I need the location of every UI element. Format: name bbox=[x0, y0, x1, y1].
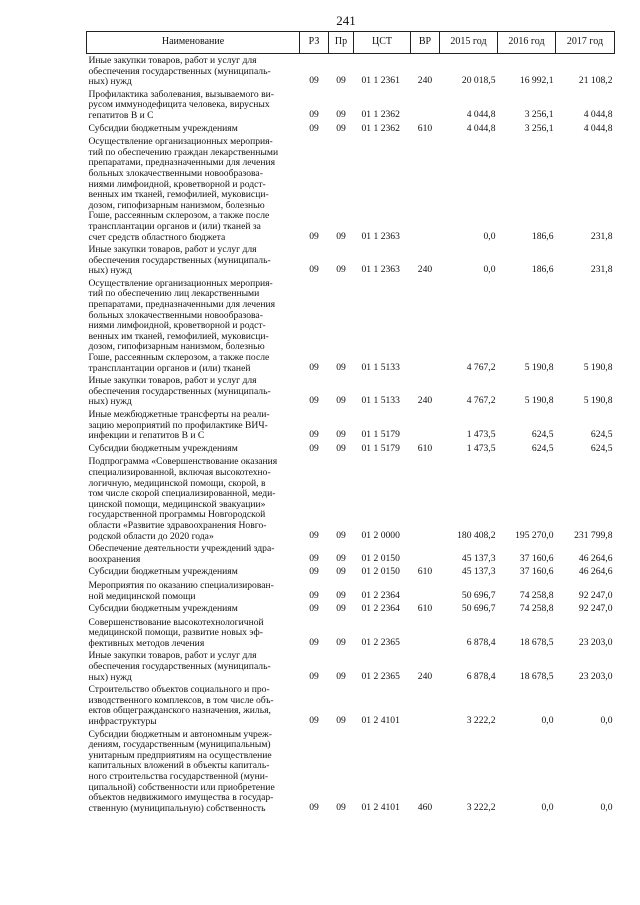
row-cst: 01 1 2363 bbox=[361, 264, 400, 276]
row-cst: 01 1 5179 bbox=[361, 429, 400, 441]
row-name: Субсидии бюджетным учреждениям bbox=[88, 566, 238, 578]
row-2015: 1 473,5 bbox=[466, 429, 496, 441]
row-vr bbox=[411, 455, 440, 542]
row-2017: 231,8 bbox=[590, 264, 613, 276]
row-rz: 09 bbox=[309, 108, 319, 120]
row-2015: 4 767,2 bbox=[466, 361, 496, 373]
row-2016: 624,5 bbox=[531, 442, 554, 454]
row-rz: 09 bbox=[309, 589, 319, 601]
row-rz: 09 bbox=[309, 395, 319, 407]
row-2016: 3 256,1 bbox=[524, 108, 554, 120]
row-name: Иные закупки товаров, работ и услуг для обеспечения государственных (муниципаль- ных) нужд bbox=[88, 244, 271, 277]
table-row bbox=[87, 442, 615, 456]
row-2017: 0,0 bbox=[600, 801, 613, 813]
row-name: Мероприятия по оказанию специализирован- ной медицинской помощи bbox=[88, 579, 274, 602]
row-pr: 09 bbox=[336, 264, 346, 276]
table-row bbox=[87, 135, 615, 243]
row-vr bbox=[411, 135, 440, 243]
row-2015: 1 473,5 bbox=[466, 442, 496, 454]
header-2017: 2017 год bbox=[556, 32, 615, 54]
table-row bbox=[87, 122, 615, 136]
row-vr: 240 bbox=[417, 75, 433, 87]
row-name: Подпрограмма «Совершенствование оказания специализированной, включая высокотехно- логичную, медицинской помощи, скорой, в том числе скорой специализированной, меди- цинской помощи, медицинской эвакуации» государственной программы Новгородской области «Развитие здравоохранения Новго- родской области до 2020 года» bbox=[88, 456, 278, 542]
header-2016: 2016 год bbox=[498, 32, 556, 54]
row-name: Иные закупки товаров, работ и услуг для обеспечения государственных (муниципаль- ных) нужд bbox=[88, 55, 271, 88]
row-2017: 624,5 bbox=[590, 429, 613, 441]
row-2017: 231,8 bbox=[590, 230, 613, 242]
row-2017: 21 108,2 bbox=[578, 75, 613, 87]
row-2015: 50 696,7 bbox=[461, 589, 496, 601]
row-cst: 01 2 4101 bbox=[361, 801, 400, 813]
row-rz: 09 bbox=[309, 552, 319, 564]
table-row bbox=[87, 602, 615, 616]
row-name: Субсидии бюджетным учреждениям bbox=[88, 603, 238, 615]
row-2016: 5 190,8 bbox=[524, 395, 554, 407]
row-2017: 23 203,0 bbox=[578, 670, 613, 682]
page-number: 241 bbox=[336, 13, 356, 28]
table-row bbox=[87, 277, 615, 374]
row-vr: 460 bbox=[417, 801, 433, 813]
row-2015: 4 767,2 bbox=[466, 395, 496, 407]
row-vr: 610 bbox=[417, 122, 433, 134]
row-2016: 624,5 bbox=[531, 429, 554, 441]
row-name: Иные закупки товаров, работ и услуг для обеспечения государственных (муниципаль- ных) нужд bbox=[88, 650, 271, 683]
row-cst: 01 2 4101 bbox=[361, 715, 400, 727]
budget-table bbox=[86, 31, 615, 814]
row-2016: 5 190,8 bbox=[524, 361, 554, 373]
table-row bbox=[87, 243, 615, 277]
row-cst: 01 2 0150 bbox=[361, 566, 400, 578]
row-2016: 18 678,5 bbox=[519, 636, 554, 648]
row-pr: 09 bbox=[336, 122, 346, 134]
row-name: Осуществление организационных мероприя- тий по обеспечению граждан лекарственными препаратами, предназначенными для лечения больных злокачественными новообразова- ниями лимфоидной, кроветворной и родст- венных им тканей, гемофилией, муковисци- дозом, гипофизарным нанизмом, болезнью Гоше, рассеянным склерозом, а также после трансплантации органов и (или) тканей за счет средств областного бюджета bbox=[88, 136, 279, 243]
row-2017: 4 044,8 bbox=[583, 108, 613, 120]
row-2016: 0,0 bbox=[541, 715, 554, 727]
row-rz: 09 bbox=[309, 636, 319, 648]
row-pr: 09 bbox=[336, 566, 346, 578]
row-rz: 09 bbox=[309, 230, 319, 242]
row-rz: 09 bbox=[309, 442, 319, 454]
row-pr: 09 bbox=[336, 361, 346, 373]
row-2017: 4 044,8 bbox=[583, 122, 613, 134]
row-name: Иные закупки товаров, работ и услуг для обеспечения государственных (муниципаль- ных) нужд bbox=[88, 375, 271, 408]
table-row bbox=[87, 88, 615, 122]
table-row bbox=[87, 683, 615, 727]
row-2017: 5 190,8 bbox=[583, 361, 613, 373]
row-name: Обеспечение деятельности учреждений здра- воохранения bbox=[88, 543, 275, 565]
row-2016: 0,0 bbox=[541, 801, 554, 813]
row-name: Строительство объектов социального и про- изводственного комплексов, в том числе объ- ектов общегражданского назначения, жилья, инфраструктуры bbox=[88, 684, 274, 728]
row-cst: 01 2 2365 bbox=[361, 636, 400, 648]
row-vr bbox=[411, 542, 440, 565]
row-rz: 09 bbox=[309, 603, 319, 615]
row-2017: 231 799,8 bbox=[574, 529, 613, 541]
row-name: Иные межбюджетные трансферты на реали- зацию мероприятий по профилактике ВИЧ- инфекции и гепатитов В и С bbox=[88, 409, 270, 442]
row-2015: 45 137,3 bbox=[461, 566, 496, 578]
row-rz: 09 bbox=[309, 529, 319, 541]
row-vr: 610 bbox=[417, 442, 433, 454]
table-row bbox=[87, 649, 615, 683]
row-2015: 4 044,8 bbox=[466, 108, 496, 120]
row-cst: 01 1 5133 bbox=[361, 361, 400, 373]
row-vr bbox=[411, 579, 440, 602]
header-rz: РЗ bbox=[300, 32, 329, 54]
row-vr: 610 bbox=[417, 566, 433, 578]
table-row bbox=[87, 579, 615, 602]
row-cst: 01 1 2361 bbox=[361, 75, 400, 87]
row-rz: 09 bbox=[309, 264, 319, 276]
row-2017: 624,5 bbox=[590, 442, 613, 454]
row-name: Субсидии бюджетным и автономным учреж- дениям, государственным (муниципальным) унитарным предприятиям на осуществление капитальных вложений в объекты капиталь- ного строительства государственной (муни- ципальной) собственности или приобретение объектов недвижимого имущества в государ- ственную (муниципальную) собственность bbox=[88, 728, 275, 814]
row-2015: 3 222,2 bbox=[466, 715, 496, 727]
row-2015: 50 696,7 bbox=[461, 603, 496, 615]
row-rz: 09 bbox=[309, 715, 319, 727]
row-pr: 09 bbox=[336, 552, 346, 564]
row-vr bbox=[411, 683, 440, 727]
row-2015: 180 408,2 bbox=[457, 529, 496, 541]
row-2017: 23 203,0 bbox=[578, 636, 613, 648]
row-name: Осуществление организационных мероприя- тий по обеспечению лиц лекарственными препаратами, предназначенными для лечения больных злокачественными новообразова- ниями лимфоидной, кроветворной и родст- венных им тканей, гемофилией, муковисци- дозом, гипофизарным нанизмом, болезнью Гоше, рассеянным склерозом, а также после трансплантации органов и (или) тканей bbox=[88, 277, 276, 374]
row-2017: 46 264,6 bbox=[578, 566, 613, 578]
header-vr: ВР bbox=[411, 32, 440, 54]
row-2015: 20 018,5 bbox=[461, 75, 496, 87]
row-2015: 45 137,3 bbox=[461, 552, 496, 564]
table-row bbox=[87, 616, 615, 650]
table-row bbox=[87, 728, 615, 815]
row-pr: 09 bbox=[336, 230, 346, 242]
row-pr: 09 bbox=[336, 589, 346, 601]
row-2015: 4 044,8 bbox=[466, 122, 496, 134]
header-name: Наименование bbox=[87, 32, 300, 54]
row-pr: 09 bbox=[336, 603, 346, 615]
row-name: Профилактика заболевания, вызываемого ви- русом иммунодефицита человека, вирусных гепатитов В и С bbox=[88, 88, 274, 121]
table-row bbox=[87, 54, 615, 88]
row-2017: 92 247,0 bbox=[578, 603, 613, 615]
row-rz: 09 bbox=[309, 670, 319, 682]
row-2015: 6 878,4 bbox=[466, 636, 496, 648]
row-cst: 01 1 2362 bbox=[361, 122, 400, 134]
row-pr: 09 bbox=[336, 801, 346, 813]
row-2015: 0,0 bbox=[483, 230, 496, 242]
row-cst: 01 1 2363 bbox=[361, 230, 400, 242]
row-vr: 240 bbox=[417, 670, 433, 682]
row-name: Совершенствование высокотехнологичной медицинской помощи, развитие новых эф- фективных методов лечения bbox=[88, 616, 264, 649]
table-row bbox=[87, 455, 615, 542]
row-2016: 186,6 bbox=[531, 230, 554, 242]
header-cst: ЦСТ bbox=[354, 32, 411, 54]
row-rz: 09 bbox=[309, 122, 319, 134]
row-cst: 01 2 2364 bbox=[361, 589, 400, 601]
row-cst: 01 2 0150 bbox=[361, 552, 400, 564]
row-2016: 186,6 bbox=[531, 264, 554, 276]
row-rz: 09 bbox=[309, 566, 319, 578]
row-vr bbox=[411, 616, 440, 650]
row-2016: 37 160,6 bbox=[519, 552, 554, 564]
table-row bbox=[87, 542, 615, 565]
row-cst: 01 2 0000 bbox=[361, 529, 400, 541]
row-2016: 18 678,5 bbox=[519, 670, 554, 682]
row-2015: 3 222,2 bbox=[466, 801, 496, 813]
row-2017: 5 190,8 bbox=[583, 395, 613, 407]
row-pr: 09 bbox=[336, 395, 346, 407]
row-2016: 3 256,1 bbox=[524, 122, 554, 134]
row-cst: 01 2 2364 bbox=[361, 603, 400, 615]
row-vr bbox=[411, 408, 440, 442]
row-2017: 46 264,6 bbox=[578, 552, 613, 564]
row-pr: 09 bbox=[336, 715, 346, 727]
row-rz: 09 bbox=[309, 361, 319, 373]
header-pr: Пр bbox=[329, 32, 354, 54]
row-2016: 74 258,8 bbox=[519, 603, 554, 615]
row-pr: 09 bbox=[336, 670, 346, 682]
row-2016: 195 270,0 bbox=[515, 529, 554, 541]
row-2015: 0,0 bbox=[483, 264, 496, 276]
row-2016: 74 258,8 bbox=[519, 589, 554, 601]
row-2017: 0,0 bbox=[600, 715, 613, 727]
row-pr: 09 bbox=[336, 108, 346, 120]
row-cst: 01 1 2362 bbox=[361, 108, 400, 120]
row-name: Субсидии бюджетным учреждениям bbox=[88, 442, 238, 454]
row-rz: 09 bbox=[309, 429, 319, 441]
row-pr: 09 bbox=[336, 75, 346, 87]
row-rz: 09 bbox=[309, 801, 319, 813]
row-rz: 09 bbox=[309, 75, 319, 87]
row-2016: 16 992,1 bbox=[519, 75, 554, 87]
row-vr: 240 bbox=[417, 395, 433, 407]
row-cst: 01 1 5133 bbox=[361, 395, 400, 407]
row-2017: 92 247,0 bbox=[578, 589, 613, 601]
row-pr: 09 bbox=[336, 429, 346, 441]
table-row bbox=[87, 408, 615, 442]
row-pr: 09 bbox=[336, 636, 346, 648]
row-2016: 37 160,6 bbox=[519, 566, 554, 578]
row-name: Субсидии бюджетным учреждениям bbox=[88, 122, 238, 134]
row-vr: 240 bbox=[417, 264, 433, 276]
table-row bbox=[87, 565, 615, 579]
row-cst: 01 1 5179 bbox=[361, 442, 400, 454]
table-row bbox=[87, 374, 615, 408]
row-pr: 09 bbox=[336, 442, 346, 454]
row-vr bbox=[411, 88, 440, 122]
row-vr bbox=[411, 277, 440, 374]
row-vr: 610 bbox=[417, 603, 433, 615]
row-cst: 01 2 2365 bbox=[361, 670, 400, 682]
header-2015: 2015 год bbox=[440, 32, 498, 54]
row-pr: 09 bbox=[336, 529, 346, 541]
row-2015: 6 878,4 bbox=[466, 670, 496, 682]
table-header-row bbox=[87, 32, 615, 54]
